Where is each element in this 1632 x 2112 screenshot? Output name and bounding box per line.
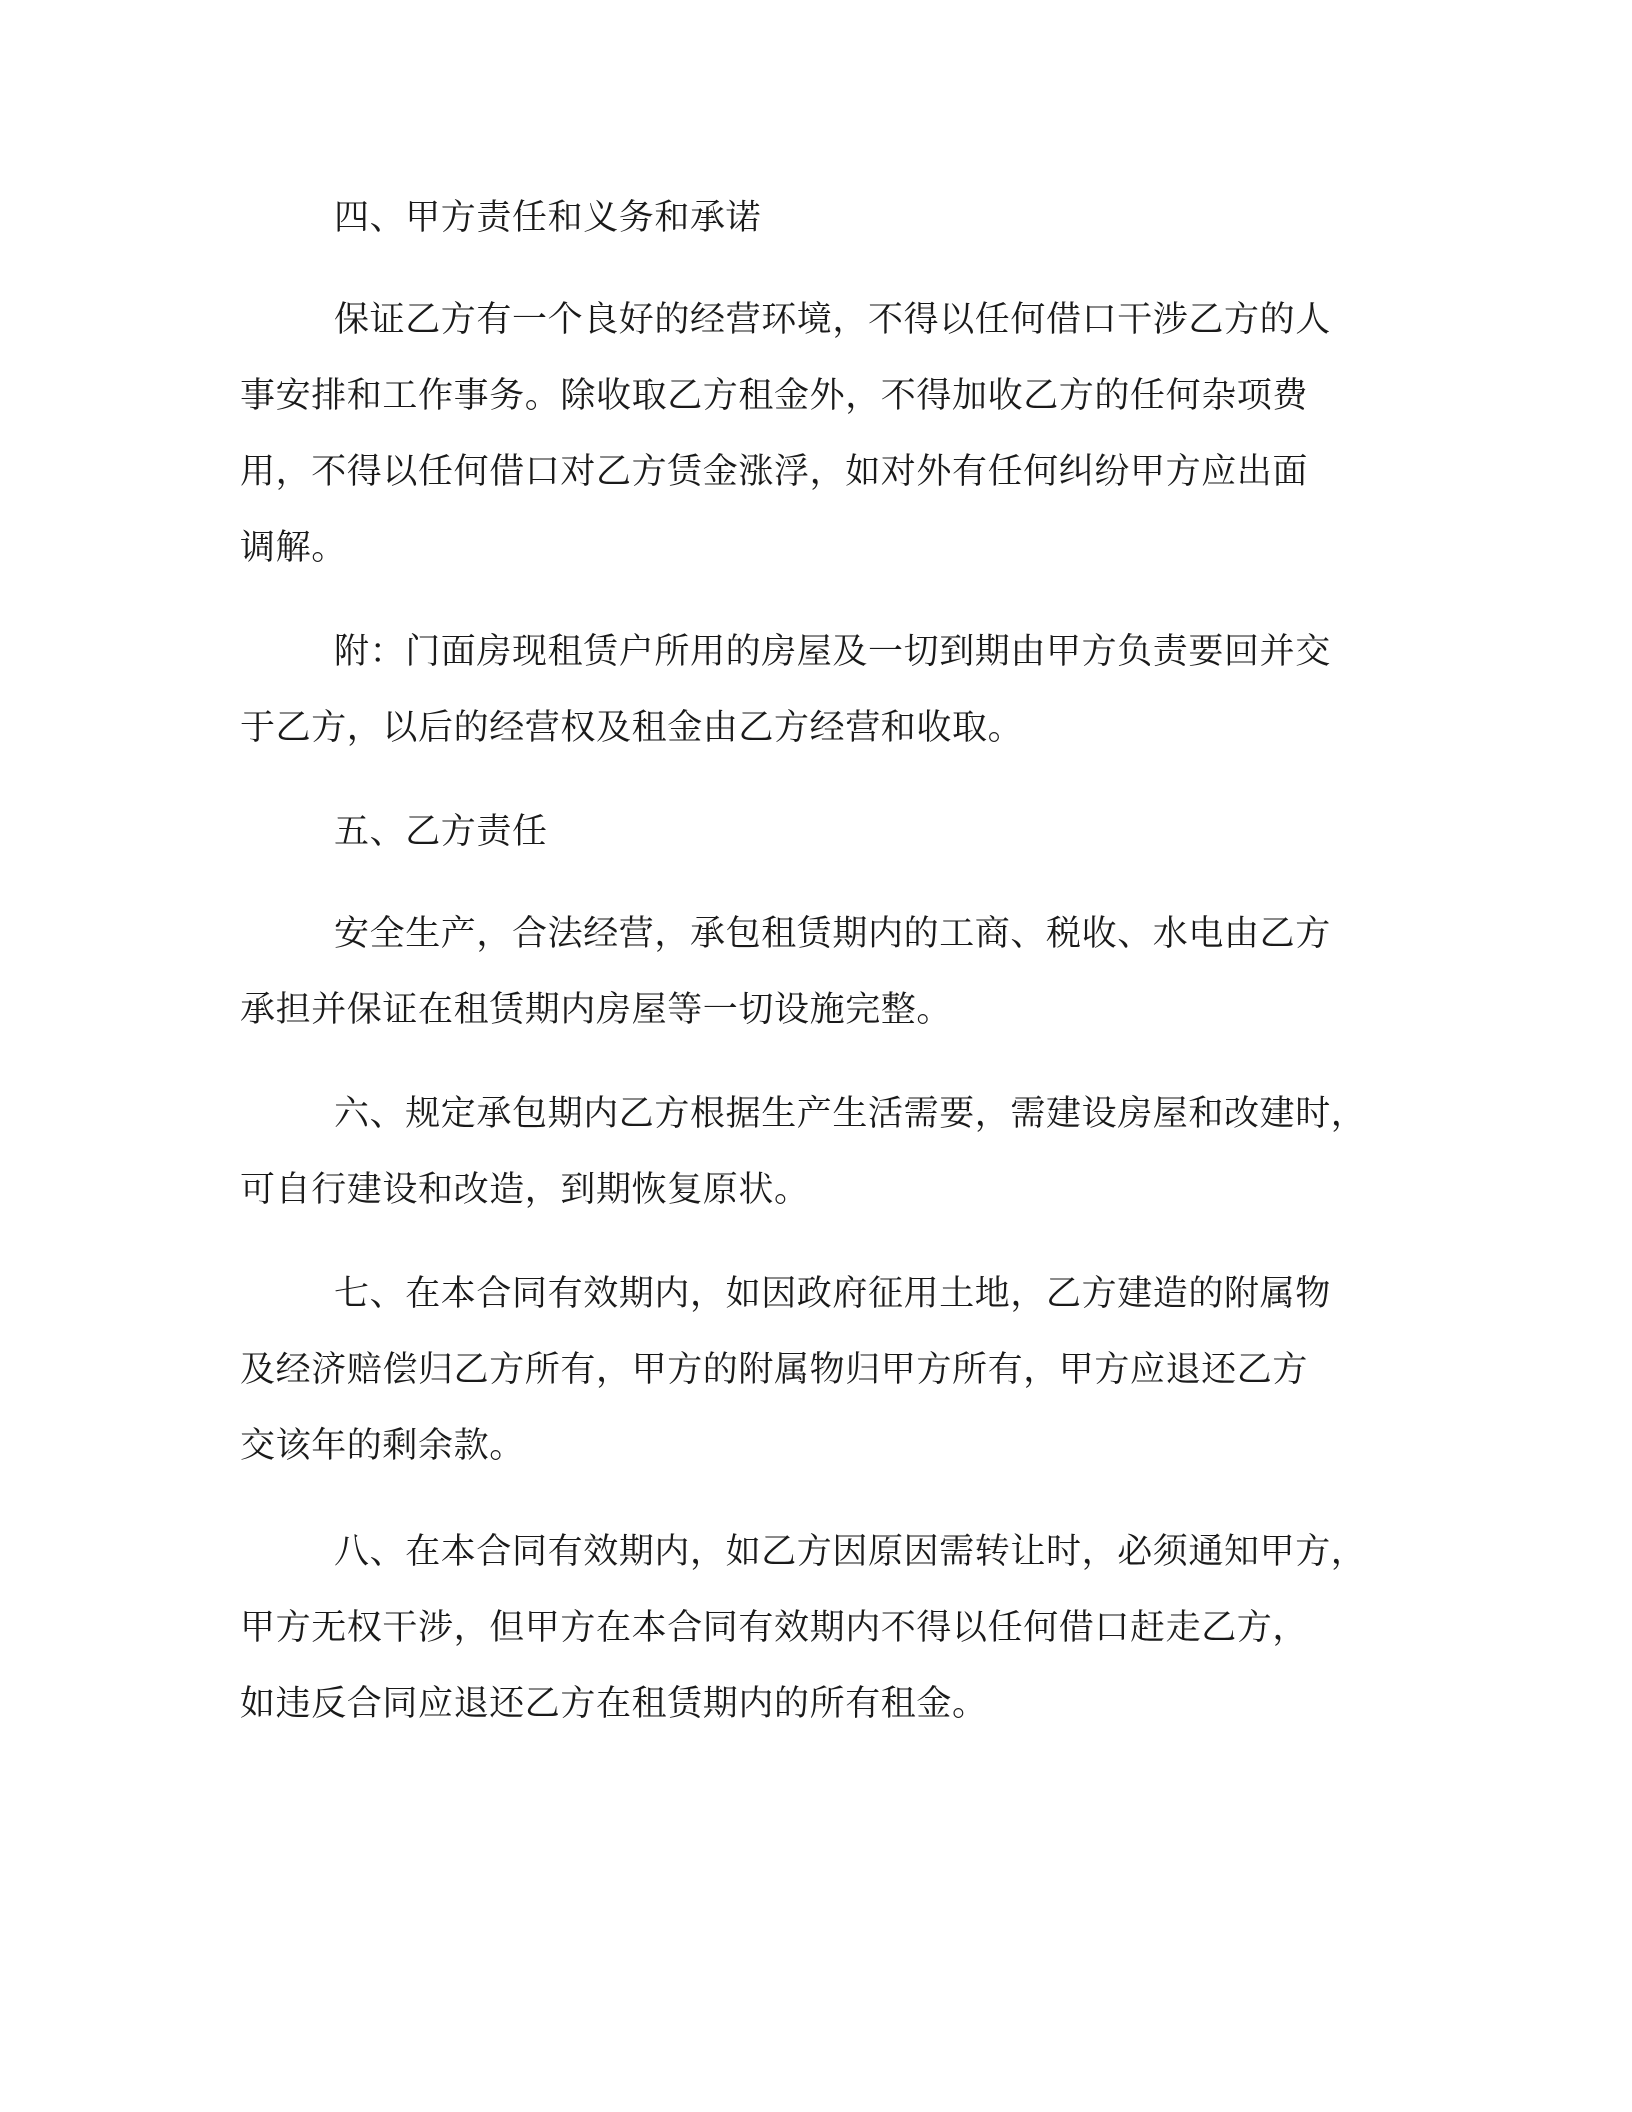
paragraph-line: 六、规定承包期内乙方根据生产生活需要，需建设房屋和改建时，	[334, 1094, 1367, 1134]
section-heading-4: 四、甲方责任和义务和承诺	[334, 198, 762, 238]
paragraph-line: 八、在本合同有效期内，如乙方因原因需转让时，必须通知甲方，	[334, 1532, 1367, 1572]
paragraph-line: 保证乙方有一个良好的经营环境，不得以任何借口干涉乙方的人	[334, 300, 1331, 340]
paragraph-line: 附：门面房现租赁户所用的房屋及一切到期由甲方负责要回并交	[334, 632, 1331, 672]
paragraph-line: 用，不得以任何借口对乙方赁金涨浮，如对外有任何纠纷甲方应出面	[240, 452, 1309, 492]
paragraph-line: 调解。	[240, 528, 347, 568]
paragraph-line: 承担并保证在租赁期内房屋等一切设施完整。	[240, 990, 953, 1030]
paragraph-line: 及经济赔偿归乙方所有，甲方的附属物归甲方所有，甲方应退还乙方	[240, 1350, 1309, 1390]
paragraph-line: 甲方无权干涉，但甲方在本合同有效期内不得以任何借口赶走乙方，	[240, 1608, 1309, 1648]
paragraph-line: 如违反合同应退还乙方在租赁期内的所有租金。	[240, 1684, 988, 1724]
paragraph-line: 事安排和工作事务。除收取乙方租金外，不得加收乙方的任何杂项费	[240, 376, 1309, 416]
paragraph-line: 七、在本合同有效期内，如因政府征用土地，乙方建造的附属物	[334, 1274, 1331, 1314]
paragraph-line: 于乙方，以后的经营权及租金由乙方经营和收取。	[240, 708, 1024, 748]
paragraph-line: 交该年的剩余款。	[240, 1426, 525, 1466]
section-heading-5: 五、乙方责任	[334, 812, 548, 852]
paragraph-line: 安全生产，合法经营，承包租赁期内的工商、税收、水电由乙方	[334, 914, 1331, 954]
paragraph-line: 可自行建设和改造，到期恢复原状。	[240, 1170, 810, 1210]
